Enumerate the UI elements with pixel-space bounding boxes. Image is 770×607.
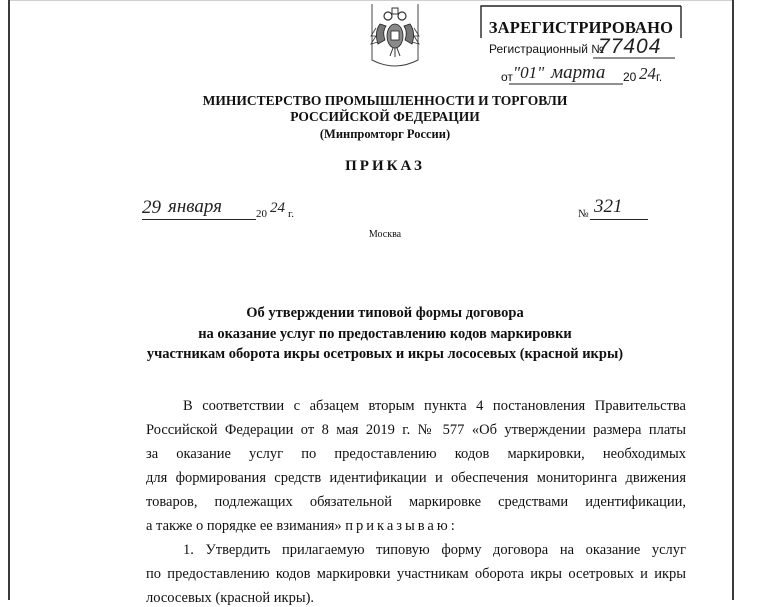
document-title: ПРИКАЗ [345, 158, 425, 174]
order-verb: приказываю: [345, 518, 458, 534]
page-top-border [10, 0, 732, 1]
order-date-month: января [168, 196, 222, 217]
body-paragraph1-line6-text: а также о порядке ее взимания» [146, 518, 342, 534]
body-paragraph2-line2: по предоставлению кодов маркировки участникам оборота икры осетровых и икры [146, 566, 686, 582]
stamp-year-end: г. [656, 70, 663, 84]
page-edge-right [732, 0, 734, 600]
order-year-prefix: 20 [256, 208, 267, 220]
stamp-year-prefix: 20 [623, 70, 637, 84]
stamp-reg-number: 77404 [598, 35, 662, 58]
registration-stamp [479, 4, 683, 86]
stamp-date-month: марта [551, 62, 606, 83]
page-edge-left [8, 0, 10, 600]
stamp-date-day: "01" [513, 63, 545, 82]
stamp-reg-label: Регистрационный № [489, 42, 605, 56]
body-paragraph1-line1: В соответствии с абзацем вторым пункта 4 постановления Правительства [183, 398, 686, 414]
body-paragraph1-line5: товаров, подлежащих обязательной маркировке средствами идентификации, [146, 494, 686, 510]
order-date-day: 29 [142, 197, 161, 218]
stamp-year-suffix: 24 [639, 64, 656, 83]
body-paragraph1-line4: для формирования средств идентификации и обеспечения мониторинга движения [146, 470, 686, 486]
coat-of-arms-icon [368, 2, 422, 72]
ministry-short-name: (Минпромторг России) [319, 127, 451, 141]
stamp-date-prefix: от [501, 70, 513, 84]
order-number-sign: № [578, 208, 589, 220]
body-paragraph1-line2: Российской Федерации от 8 мая 2019 г. № 577 «Об утверждении размера платы [146, 422, 686, 438]
ministry-name-line1: МИНИСТЕРСТВО ПРОМЫШЛЕННОСТИ И ТОРГОВЛИ [202, 93, 568, 108]
stamp-title: ЗАРЕГИСТРИРОВАНО [488, 18, 674, 37]
order-city: Москва [368, 229, 402, 240]
ministry-name-line2: РОССИЙСКОЙ ФЕДЕРАЦИИ [290, 109, 480, 124]
number-underline [590, 219, 648, 220]
date-underline [142, 219, 256, 220]
order-year-suffix: 24 [270, 200, 285, 216]
subject-line2: на оказание услуг по предоставлению кодов маркировки [198, 326, 572, 342]
body-paragraph2-line3: лососевых (красной икры). [146, 590, 315, 606]
subject-line1: Об утверждении типовой формы договора [246, 305, 524, 321]
order-number: 321 [594, 196, 623, 217]
body-paragraph2-line1: 1. Утвердить прилагаемую типовую форму договора на оказание услуг [183, 542, 686, 558]
subject-line3: участникам оборота икры осетровых и икры лососевых (красной икры) [146, 346, 624, 362]
order-year-end: г. [288, 208, 295, 220]
body-paragraph1-line6 [146, 518, 686, 535]
body-paragraph1-line3: за оказание услуг по предоставлению кодов маркировки, необходимых [146, 446, 686, 462]
